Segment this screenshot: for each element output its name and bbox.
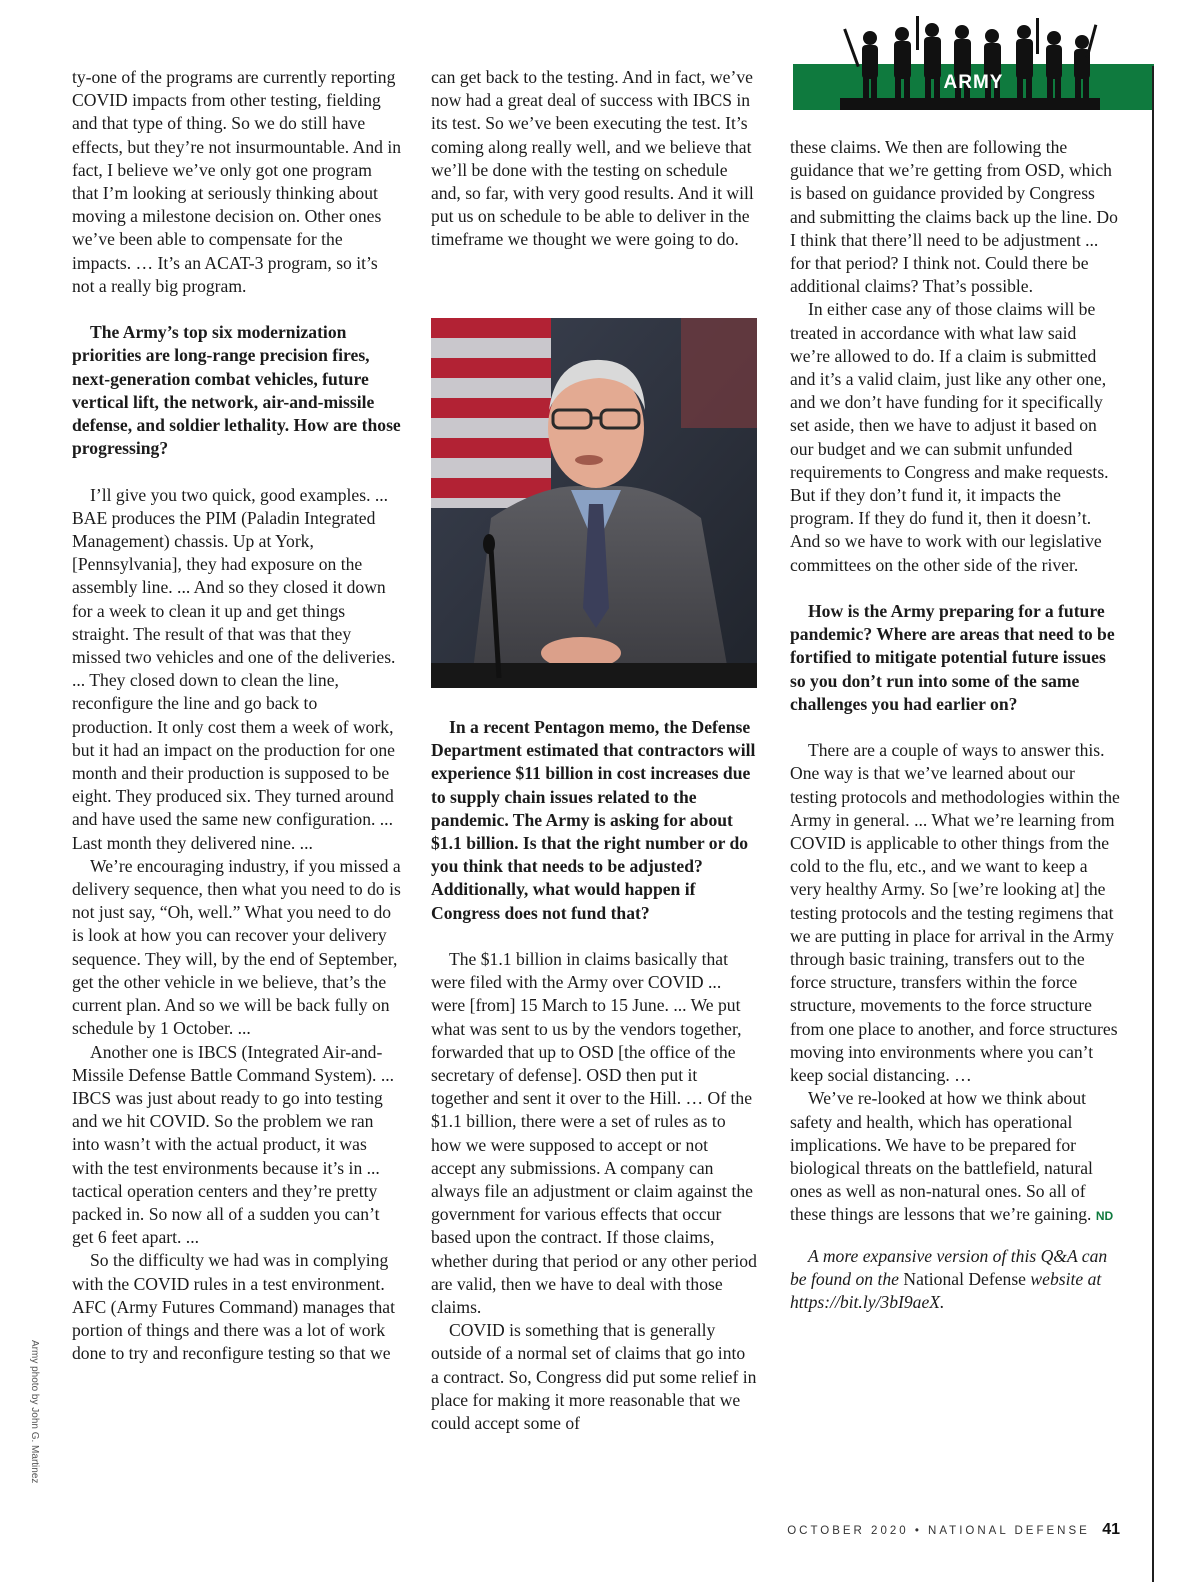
footer-issue: OCTOBER 2020 • NATIONAL DEFENSE <box>787 1525 1090 1537</box>
paragraph: In either case any of those claims will be treated in accordance with what law said we’re allowed to do. If a claim is submitted and it’s a valid claim, just like any other one, and we don’t have funding for it specifically set aside, then we have to adjust it based on our budget and we can submit unfunded requirements to Congress and make requests. But if they don’t fund it, it impacts the program. If they do fund it, then it doesn’t. And so we have to work with our legislative committees on the other side of the river. <box>790 299 1109 575</box>
paragraph: can get back to the testing. And in fact, we’ve now had a great deal of success with IBCS in its test. So we’ve been executing the test. It’s coming along really well, and we believe that we’ll be done with the testing on schedule and, so far, with very good results. And it will put us on schedule to be able to deliver in the timeframe we thought we were going to do. <box>431 67 754 250</box>
paragraph <box>790 1087 1120 1228</box>
question-heading: In a recent Pentagon memo, the Defense Department estimated that contractors will experience $11 billion in cost increases due to supply chain issues related to the pandemic. The Army is asking for about $1.1 billion. Is that the right number or do you think that needs to be adjusted? Additionally, what would happen if Congress does not fund that? <box>431 717 756 923</box>
question-heading: How is the Army preparing for a future pandemic? Where are areas that need to be fortified to mitigate potential future issues so you don’t run into some of the same challenges you had earlier on? <box>790 601 1115 714</box>
paragraph: The $1.1 billion in claims basically that were filed with the Army over COVID ... were [from] 15 March to 15 June. ... We put what was sent to us by the vendors together, forwarded that up to OSD [the office of the secretary of defense]. OSD then put it together and sent it over to the Hill. … Of the $1.1 billion, there were a set of rules as to how we were supposed to accept or not accept any submissions. A company can always file an adjustment or claim against the government for various effects that occur based upon the contract. If those claims, whether during that period or any other period are valid, then we have to deal with those claims. <box>431 949 757 1318</box>
closing-note-tail: website at https://bit.ly/3bI9aeX. <box>790 1268 1102 1312</box>
closing-note-lead: A more expansive version of this Q&A can be found on the <box>790 1245 1108 1289</box>
photo-credit: Army photo by John G. Martinez <box>29 1340 40 1484</box>
question-heading: The Army’s top six modernization priorities are long-range precision fires, next-generation combat vehicles, future vertical lift, the network, air-and-missile defense, and soldier lethality. How are those progressing? <box>72 322 401 459</box>
paragraph-text: We’ve re-looked at how we think about safety and health, which has operational implications. We have to be prepared for biological threats on the battlefield, natural ones as well as non-natural ones. So all of these things are lessons that we’re gaining. <box>790 1088 1093 1225</box>
paragraph: There are a couple of ways to answer this. One way is that we’ve learned about our testing protocols and methodologies within the Army in general. ... What we’re learning from COVID is applicable to other things from the cold to the flu, etc., and we want to keep a very healthy Army. So [we’re looking at] the testing protocols and the testing regimens that we are putting in place for arrival in the Army through basic training, transfers out to the force structure, transfers within the force structure, movements to the force structure from one place to another, and force structures moving into environments where you can’t keep social distancing. … <box>790 740 1120 1086</box>
paragraph: COVID is something that is generally outside of a normal set of claims that go into a contract. So, Congress did put some relief in place for making it more reasonable that we could accept some of <box>431 1320 757 1434</box>
paragraph: I’ll give you two quick, good examples. ... BAE produces the PIM (Paladin Integrated Management) chassis. Up at York, [Pennsylvania], they had exposure on the assembly line. ... And so they closed it down for a week to clean it up and get things straight. The result of that was that they missed two vehicles and one of the deliveries. ... They closed down to clean the line, reconfigure the line and go back to production. It only cost them a week of work, but it had an impact on the production for one month and their production is supposed to be eight. They produced six. They turned around and have used the same new configuration. ... Last month they delivered nine. ... <box>72 484 396 853</box>
paragraph: So the difficulty we had was in complying with the COVID rules in a test environment. AFC (Army Futures Command) manages that portion of things and there was a lot of work done to try and reconfigure testing so that we <box>72 1250 396 1364</box>
page-footer <box>760 1521 1120 1539</box>
closing-note <box>790 1245 1120 1315</box>
paragraph: Another one is IBCS (Integrated Air-and-Missile Defense Battle Command System). ... IBCS was just about ready to go into testing and we hit COVID. So the problem we ran into wasn’t with the actual product, it was with the test environments because it’s in ... tactical operation centers and they’re pretty packed in. So now all of a sudden you can’t get 6 feet apart. ... <box>72 1041 395 1248</box>
official-portrait-photo <box>431 318 757 688</box>
soldiers-silhouette-icon <box>840 14 1100 110</box>
paragraph: ty-one of the programs are currently reporting COVID impacts from other testing, fielding and that type of thing. So we do still have effects, but they’re not insurmountable. And in fact, I believe we’ve only got one program that I’m looking at seriously thinking about moving a milestone decision on. Other ones we’ve been able to compensate for the impacts. … It’s an ACAT-3 program, so it’s not a really big program. <box>72 67 401 296</box>
paragraph: these claims. We then are following the guidance that we’re getting from OSD, which is based on guidance provided by Congress and submitting the claims back up the line. Do I think that there’ll need to be adjustment ... for that period? I think not. Could there be additional claims? That’s possible. <box>790 137 1118 297</box>
paragraph: We’re encouraging industry, if you missed a delivery sequence, then what you need to do is not just say, “Oh, well.” What you need to do is look at how you can recover your delivery sequence. They will, by the end of September, get the other vehicle in we believe, that’s the current plan. And so we will be back fully on schedule by 1 October. ... <box>72 855 401 1039</box>
closing-note-publication: National Defense <box>903 1268 1026 1289</box>
section-label: ARMY <box>943 72 1004 93</box>
page-number: 41 <box>1102 1521 1120 1538</box>
end-mark: ND <box>1095 1209 1114 1224</box>
column-1 <box>72 66 402 1365</box>
column-2 <box>431 66 757 252</box>
column-2-continued <box>431 716 757 1435</box>
page-edge-rule <box>1152 66 1154 1582</box>
column-3 <box>790 136 1120 1314</box>
